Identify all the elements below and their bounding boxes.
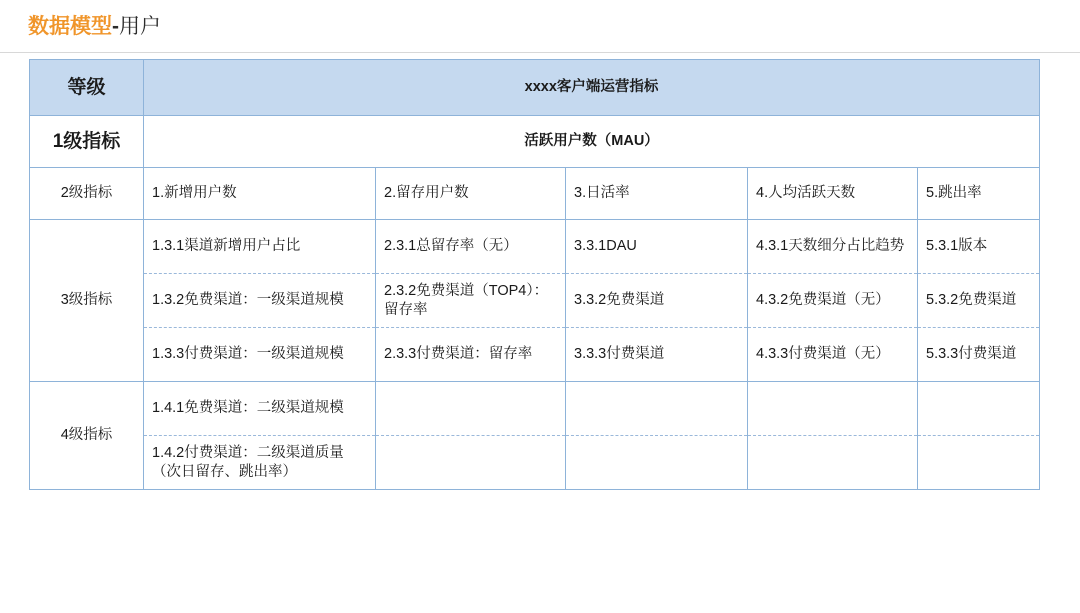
row-label-level3: 3级指标 — [30, 220, 144, 382]
level2-header-cell: 5.跳出率 — [918, 168, 1040, 220]
level3-cell: 3.3.1DAU — [566, 220, 748, 274]
metrics-table-wrapper — [29, 59, 1039, 490]
level4-cell-empty — [748, 436, 918, 490]
table-top-header: xxxx客户端运营指标 — [144, 60, 1040, 116]
level4-cell: 1.4.1免费渠道：二级渠道规模 — [144, 382, 376, 436]
level3-cell: 2.3.2免费渠道（TOP4）：留存率 — [376, 274, 566, 328]
level3-cell: 5.3.3付费渠道 — [918, 328, 1040, 382]
level4-cell-empty — [918, 382, 1040, 436]
table-row-level4 — [30, 382, 1040, 436]
level3-cell: 5.3.1版本 — [918, 220, 1040, 274]
level3-cell: 4.3.3付费渠道（无） — [748, 328, 918, 382]
page-title — [0, 0, 1080, 53]
table-row-level3 — [30, 328, 1040, 382]
level4-cell-empty — [566, 382, 748, 436]
level3-cell: 1.3.3付费渠道：一级渠道规模 — [144, 328, 376, 382]
table-row-level3 — [30, 220, 1040, 274]
row-label-level4: 4级指标 — [30, 382, 144, 490]
level4-cell-empty — [376, 382, 566, 436]
level3-cell: 2.3.3付费渠道：留存率 — [376, 328, 566, 382]
level3-cell: 4.3.1天数细分占比趋势 — [748, 220, 918, 274]
row-label-grade: 等级 — [30, 60, 144, 116]
row-label-level1: 1级指标 — [30, 116, 144, 168]
page-title-sub: 用户 — [119, 15, 161, 38]
level2-header-cell: 3.日活率 — [566, 168, 748, 220]
level3-cell: 3.3.3付费渠道 — [566, 328, 748, 382]
level2-header-cell: 1.新增用户数 — [144, 168, 376, 220]
level3-cell: 1.3.2免费渠道：一级渠道规模 — [144, 274, 376, 328]
level2-header-cell: 2.留存用户数 — [376, 168, 566, 220]
page-title-separator: - — [112, 15, 119, 38]
table-row-grade — [30, 60, 1040, 116]
level4-cell-empty — [918, 436, 1040, 490]
table-row-level1 — [30, 116, 1040, 168]
level4-cell: 1.4.2付费渠道：二级渠道质量（次日留存、跳出率） — [144, 436, 376, 490]
level1-value: 活跃用户数（MAU） — [144, 116, 1040, 168]
level4-cell-empty — [748, 382, 918, 436]
table-row-level4 — [30, 436, 1040, 490]
row-label-level2: 2级指标 — [30, 168, 144, 220]
level3-cell: 1.3.1渠道新增用户占比 — [144, 220, 376, 274]
table-row-level2 — [30, 168, 1040, 220]
level4-cell-empty — [376, 436, 566, 490]
page-title-main: 数据模型 — [28, 15, 112, 38]
level4-cell-empty — [566, 436, 748, 490]
table-row-level3 — [30, 274, 1040, 328]
level3-cell: 2.3.1总留存率（无） — [376, 220, 566, 274]
level3-cell: 4.3.2免费渠道（无） — [748, 274, 918, 328]
metrics-table — [29, 59, 1040, 490]
level2-header-cell: 4.人均活跃天数 — [748, 168, 918, 220]
level3-cell: 3.3.2免费渠道 — [566, 274, 748, 328]
level3-cell: 5.3.2免费渠道 — [918, 274, 1040, 328]
